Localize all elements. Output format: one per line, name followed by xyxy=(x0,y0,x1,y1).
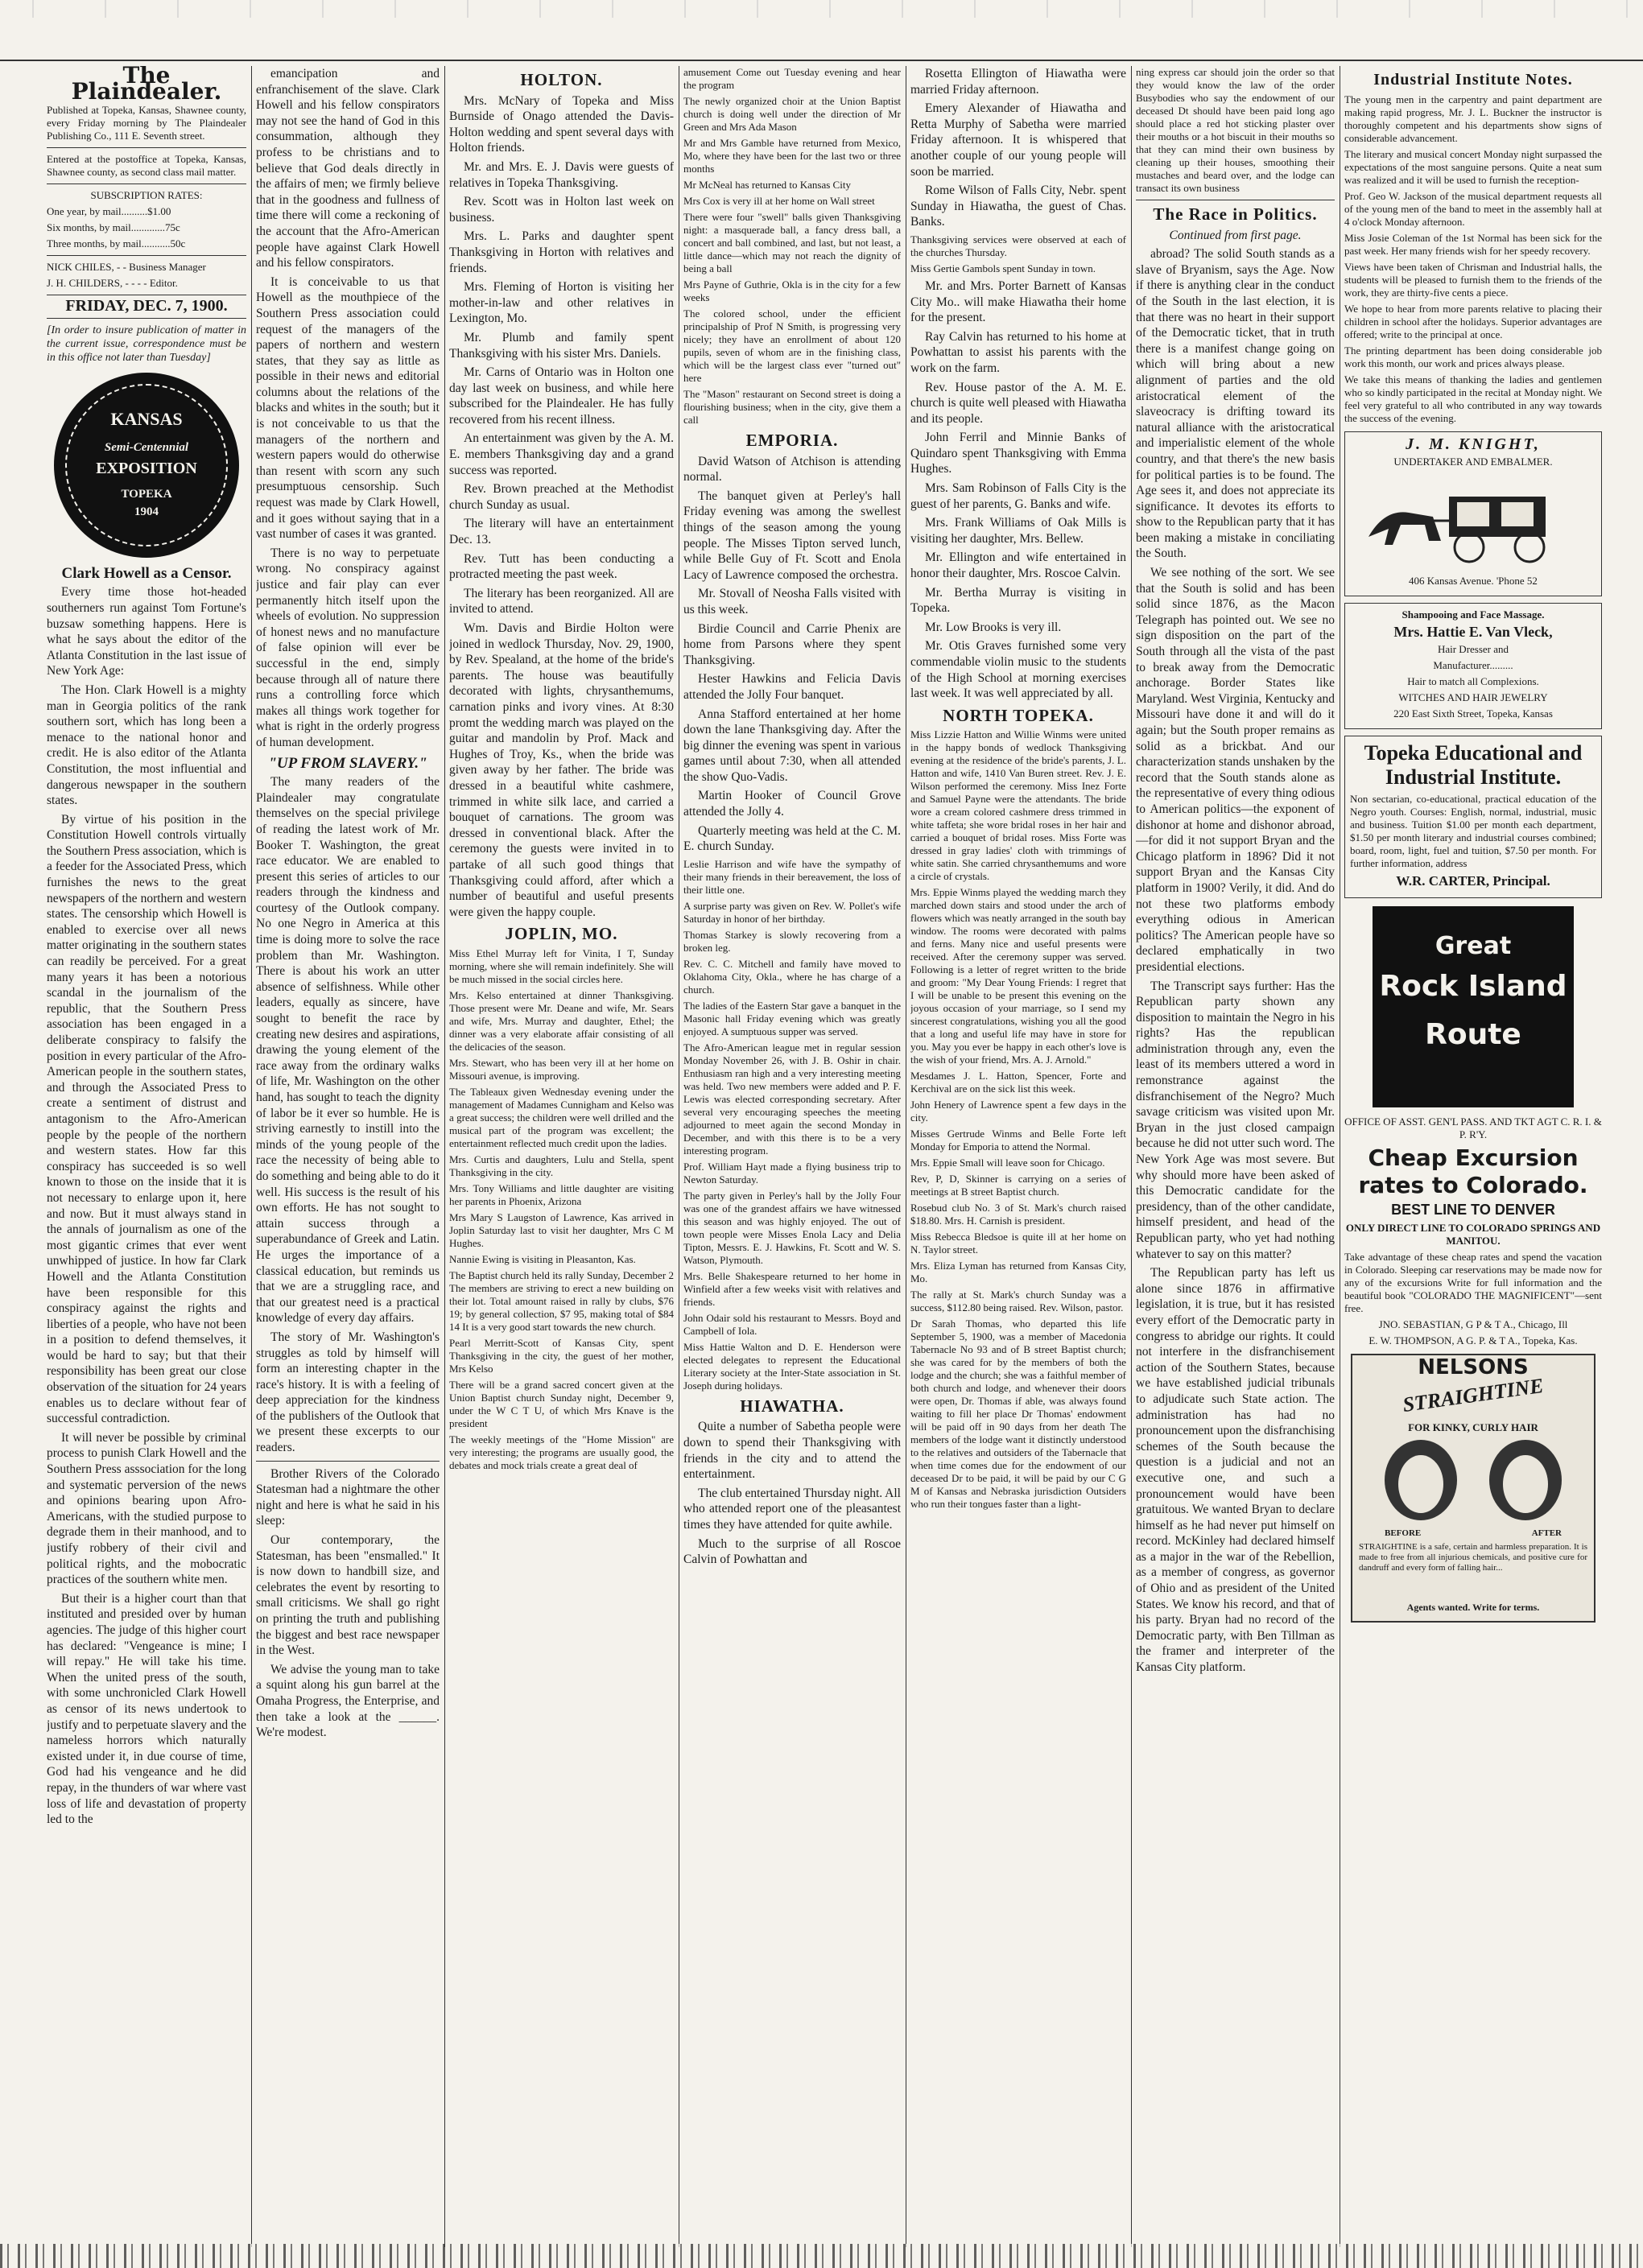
column-1 xyxy=(47,66,246,2239)
news-item: Mrs. Frank Williams of Oak Mills is visiting her daughter, Mrs. Bellew. xyxy=(910,516,1126,546)
article-paragraph: By virtue of his position in the Constitution Howell controls virtually the Southern Press association, which is a feeder for the Associated Press, which furnishes the news to the great newspapers of the northern and western states. The censorship which Howell is enabled to exercise over all news matter originating in the southern states can readily be perceived. For a great many years it has been a notorious scandal in the journalism of the republic, that the Southern Press association has been engaged in a deliberate conspiracy to falsify the position in every particular of the Afro-American people in the southern states, and through the Associated Press to create a sentiment of distrust and antagonism to the Afro-American people by the people of the northern and western states. How far this conspiracy has succeeded is so well known to those on the inside that it is not necessary to enlarge upon it, here and now. But it must always stand in the annals of journalism as one of the most gigantic crimes that ever went unwhipped of justice. In how far Clark Howell and the Atlanta Constitution have been responsible for this conspiracy against the rights and liberties of a people, who have not been in a position to defend themselves, it would be hard to say; but that their responsibility has been great our close observation of the situation for 24 years enables us to declare without fear of successful contradiction. xyxy=(47,812,246,1426)
ad-line: Manufacturer......... xyxy=(1433,659,1513,672)
news-item: David Watson of Atchison is attending normal. xyxy=(683,454,901,485)
news-item: We hope to hear from more parents relative to placing their children in school after the holidays. Superior advantages are offered; write to the principal at once. xyxy=(1344,302,1602,340)
news-item: The literary will have an entertainment Dec. 13. xyxy=(449,517,674,547)
column-5 xyxy=(910,66,1126,2239)
news-item: Thomas Starkey is slowly recovering from a broken leg. xyxy=(683,928,901,954)
logo-text: Route xyxy=(1425,1017,1521,1051)
ad-label: BEFORE xyxy=(1385,1528,1422,1538)
institute-ad xyxy=(1344,736,1602,898)
news-item: Mrs. Belle Shakespeare returned to her home in Winfield after a few weeks visit with relatives and friends. xyxy=(683,1269,901,1308)
news-item: Mrs. Eppie Winms played the wedding march they marched down stairs and stood under the arch of flowers which was neatly arranged in the south bay window. The rooms were decorated with palms and ferns. Many nice and useful presents were received. After the ceremony supper was served. Following is a letter of regret written to the bride and groom: "My Dear Young Friends: I regret that I will be unable to be present this evening on the joyous occasion of your marriage, so I send my sincerest congratulations, wishing you all the good that a long and useful life may have in store for you. May you ever be happy in each other's love is the wish of your friend, Mrs. A. J. Arnold." xyxy=(910,886,1126,1066)
ad-line: WITCHES AND HAIR JEWELRY xyxy=(1398,691,1548,704)
ad-name: J. M. KNIGHT, xyxy=(1406,435,1541,453)
news-item: The ladies of the Eastern Star gave a banquet in the Masonic hall Friday evening which was greatly enjoyed. A sumptuous supper was served. xyxy=(683,999,901,1037)
article-paragraph: We see nothing of the sort. We see that the South is solid and has been solid since 1876, as the Macon Telegraph has pointed out. We see no sign disposition on the part of the South through all the vista of the past to break away from the Democratic anchorage. Border States like Maryland. West Virginia, Kentucky and Missouri have done it and will do it again; but the South proper remains as solid as a brickbat. And our characterization stands unshaken by the record that the South stands alone as the representative of every thing odious to American politics—the exponent of dishonor at home and dishonor abroad,—for did it not support Bryan and the Chicago platform in 1896? Did it not support Bryan and the Kansas City platform in 1900? Verily, it did. And do not these two platforms embody everything odious in American politics? The American people have so declared emphatically in two presidential elections. xyxy=(1136,566,1335,974)
nelsons-straightine-ad xyxy=(1351,1354,1596,1623)
news-item: John Henery of Lawrence spent a few days in the city. xyxy=(910,1099,1126,1124)
article-paragraph: Every time those hot-headed southerners run against Tom Fortune's buzsaw something happens. Here is what he says about the editor of the Atlanta Constitution in the last issue of New York Age: xyxy=(47,585,246,678)
news-item: Mrs. Eppie Small will leave soon for Chicago. xyxy=(910,1157,1105,1169)
scan-noise-bottom xyxy=(0,2244,1643,2268)
article-paragraph: abroad? The solid South stands as a slave of Bryanism, says the Age. Now if there is anything clear in the conduct of the South in the last election, it is that there was no heart in their support of the Democratic ticket, that in truth there is a manifest change going on which will bring about a new alignment of parties and the old aristocratical element of the slaveocracy is drifting toward its natural alliance with the aristocratical and imperialistic element of the whole country, and that there's the new basis for political parties is to be found. The Age sees it, and does not appreciate its significance. It devotes its efforts to show to the Republican party that it has been making a mistake in conciliating the South. xyxy=(1136,247,1335,561)
ad-headline: Cheap Excursion rates to Colorado. xyxy=(1358,1144,1588,1198)
column-rule xyxy=(251,66,252,2247)
logo-text: 1904 xyxy=(134,505,159,518)
news-item: The weekly meetings of the "Home Mission" are very interesting; the programs are usually good, the debates and mock trials create a great deal of xyxy=(449,1433,674,1471)
news-item: Mesdames J. L. Hatton, Spencer, Forte and Kerchival are on the sick list this week. xyxy=(910,1070,1126,1095)
news-item: John Odair sold his restaurant to Messrs. Boyd and Campbell of Iola. xyxy=(683,1311,901,1337)
news-item: We take this means of thanking the ladies and gentlemen who so kindly participated in the recital at Monday night. We feel very grateful to all who contributed in any way towards the success of the evening. xyxy=(1344,373,1602,424)
article-paragraph: Our contemporary, the Statesman, has been "ensmalled." It is now down to handbill size, and celebrates the event by resorting to small criticisms. We shall go right on printing the truth and publishing the biggest and best race newspaper in the West. xyxy=(256,1533,440,1658)
news-item: Mrs. Tony Williams and little daughter are visiting her parents in Phoenix, Arizona xyxy=(449,1181,674,1207)
business-manager: NICK CHILES, - - Business Manager xyxy=(47,261,206,274)
news-item: Views have been taken of Chrisman and Industrial halls, the students will be pleased to furnish them to the friends of the work, they are thirty-five cents a piece. xyxy=(1344,260,1602,299)
news-item: Miss Rebecca Bledsoe is quite ill at her home on N. Taylor street. xyxy=(910,1231,1126,1256)
news-item: Mr. Carns of Ontario was in Holton one day last week on business, and while here subscribed for the Plaindealer. He has fully recovered from his recent illness. xyxy=(449,365,674,427)
logo-text: EXPOSITION xyxy=(96,459,197,477)
news-item: Mr McNeal has returned to Kansas City xyxy=(683,179,851,191)
article-paragraph: But their is a higher court than that instituted and presided over by human agencies. The judge of this higher court has declared: "Vengeance is mine; I will repay." He will take his time. When the united press of the south, with some unchronicled Clark Howell as censor of its news undertook to justify and to perpetuate slavery and the nameless horrors which naturally existed under it, in due course of time, God had his vengeance and he did repay, in the thunders of war where vast loss of life and devastation of property led to the xyxy=(47,1591,246,1827)
news-item: The Tableaux given Wednesday evening under the management of Madames Cunnigham and Kelso was a great success; the children were well drilled and the musical part of the program was excellent; the entertainment reflected much credit upon the ladies. xyxy=(449,1085,674,1149)
ad-name: Mrs. Hattie E. Van Vleck, xyxy=(1393,623,1553,640)
ad-line: Hair to match all Complexions. xyxy=(1407,675,1539,688)
ad-brand: STRAIGHTINE xyxy=(1401,1373,1546,1416)
article-headline: The Race in Politics. xyxy=(1153,204,1318,224)
masthead-pub-info: Published at Topeka, Kansas, Shawnee county, every Friday morning by The Plaindealer Publishing Co., 111 E. Seventh street. xyxy=(47,104,246,142)
news-item: Miss Lizzie Hatton and Willie Winms were united in the happy bonds of wedlock Thanksgiving evening at the residence of the bride's parents, J. L. Hatton and wife, 1410 Van Buren street. Rev. J. E. Wilson performed the ceremony. Miss Inez Forte and Samuel Payne were the attendants. The bride wore a cream colored cashmere dress trimmed in white taffeta; she wore bridal roses in her hair and carried a bouquet of bridal roses. Miss Forte was dressed in gray ladies' cloth with trimmings of white satin. She carried chrysanthemums and wore a circle of crystals. xyxy=(910,728,1126,883)
news-item: Miss Hattie Walton and D. E. Henderson were elected delegates to represent the Educational Literary society at the Inter-State association in St. Joseph during holidays. xyxy=(683,1340,901,1392)
news-item: The club entertained Thursday night. All who attended report one of the pleasantest times they have attended for quite awhile. xyxy=(683,1486,901,1532)
news-item: Miss Gertie Gambols spent Sunday in town. xyxy=(910,262,1096,274)
news-item: Rev. Tutt has been conducting a protracted meeting the past week. xyxy=(449,551,674,582)
ad-body: Take advantage of these cheap rates and spend the vacation in Colorado. Sleeping car reservations may be made now for any of the excursions Write for full information and the beautiful book "COLORADO THE MAGNIFICENT"—sent free. xyxy=(1344,1250,1602,1314)
news-item: An entertainment was given by the A. M. E. members Thanksgiving day and a grand success was reported. xyxy=(449,431,674,477)
article-paragraph: emancipation and enfranchisement of the slave. Clark Howell and his fellow conspirators may not see the hand of God in this consummation, although they profess to be christians and to believe that God deals directly in the affairs of men; we firmly believe that in the goodness and fullness of time there will come a reckoning of the account that the Afro-American people have against Clark Howell and his fellow conspirators. xyxy=(256,67,440,270)
news-item: Hester Hawkins and Felicia Davis attended the Jolly Four banquet. xyxy=(683,672,901,702)
news-item: Emery Alexander of Hiawatha and Retta Murphy of Sabetha were married Friday afternoon. It is whispered that another couple of our young people will soon be married. xyxy=(910,101,1126,179)
column-3 xyxy=(449,66,674,2239)
ad-sub: FOR KINKY, CURLY HAIR xyxy=(1408,1421,1538,1433)
news-item: Rosebud club No. 3 of St. Mark's church raised $18.80. Mrs. H. Carnish is president. xyxy=(910,1202,1126,1227)
issue-date: FRIDAY, DEC. 7, 1900. xyxy=(47,295,246,319)
news-item: Leslie Harrison and wife have the sympathy of their many friends in their bereavement, the loss of their little one. xyxy=(683,857,901,896)
news-item: Mrs Cox is very ill at her home on Wall street xyxy=(683,195,875,207)
column-2 xyxy=(256,66,440,2239)
ad-office: OFFICE OF ASST. GEN'L PASS. AND TKT AGT C. R. I. & P. R'Y. xyxy=(1344,1115,1602,1140)
ad-body: Non sectarian, co-educational, practical education of the Negro youth. Courses: English, normal, industrial, music and business. Tuition $1.00 per month each department, $1.50 per month literary and industrial courses combined; board, room, light, fuel and tuition, $7.50 per month. For further information, address xyxy=(1350,793,1596,870)
news-item: Thanksgiving services were observed at each of the churches Thursday. xyxy=(910,233,1126,258)
scan-noise-top xyxy=(0,0,1643,18)
news-item: Dr Sarah Thomas, who departed this life September 5, 1900, was a member of Macedonia Tabernacle No 93 and of B street Baptist church; she was cared for by the members of both the lodge and the church; she was a faithful member of both church and lodge, and whenever their doors were open, Dr. Thomas if able, was always found waiting to fill her place Dr Thomas' endowment will be paid off in 90 days from her death The members of the lodge want it distinctly understood to the relatives and outsiders of the Tabernacle that when time comes due for the endowment of our deceased Dr to be paid, it will be paid by our C G M of Kansas and Nebraska jurisdiction Outsiders who run their tongues faster than a light- xyxy=(910,1318,1126,1511)
news-item: Rosetta Ellington of Hiawatha were married Friday afternoon. xyxy=(910,67,1126,97)
news-item: ning express car should join the order so that they would know the law of the order Busybodies who say the endowment of our deceased Dt should have been paid long ago should place a red hot sticking plaster over their mouths or a hot biscuit in their mouths so that they can mind their own business by cleaning up their houses, smoothing their mustaches and beard over, and the lodge can transact its own business xyxy=(1136,66,1335,194)
article-headline: Clark Howell as a Censor. xyxy=(61,564,232,582)
ad-name: NELSONS xyxy=(1418,1355,1529,1379)
ad-signature: JNO. SEBASTIAN, G P & T A., Chicago, Ill xyxy=(1378,1318,1568,1330)
section-headline: EMPORIA. xyxy=(745,431,839,450)
news-item: The newly organized choir at the Union Baptist church is doing well under the direction of Mr Green and Mrs Ada Mason xyxy=(683,95,901,133)
news-item: Mr. and Mrs. Porter Barnett of Kansas City Mo.. will make Hiawatha their home for the present. xyxy=(910,278,1126,325)
column-4 xyxy=(683,66,901,2239)
news-item: Mr. Bertha Murray is visiting in Topeka. xyxy=(910,585,1126,616)
masthead-entered: Entered at the postoffice at Topeka, Kansas, Shawnee county, as second class mail matter. xyxy=(47,153,246,179)
article-paragraph: It will never be possible by criminal process to punish Clark Howell and the Southern Press asssociation for the long and systematic perversion of the news and opinions bearing upon Afro-Americans, with the studied purpose to degrade them in their manhood, and to justify robbery of their civil and political rights, and the mobocratic practices of the southern white men. xyxy=(47,1430,246,1587)
exposition-logo xyxy=(54,373,239,558)
news-item: Mrs. McNary of Topeka and Miss Burnside of Onago attended the Davis-Holton wedding and spent several days with Holton friends. xyxy=(449,93,674,155)
logo-text: KANSAS xyxy=(110,408,183,429)
logo-text: Semi-Centennial xyxy=(104,440,189,454)
ad-body: STRAIGHTINE is a safe, certain and harmless preparation. It is made to free from all injurious chemicals, and positive cure for dandruff and every form of falling hair... xyxy=(1359,1541,1587,1573)
news-item: Mr. and Mrs. E. J. Davis were guests of relatives in Topeka Thanksgiving. xyxy=(449,159,674,190)
section-headline: HOLTON. xyxy=(520,70,603,89)
news-item: Anna Stafford entertained at her home down the lane Thanksgiving day. After the big dinner the evening was spent in various games until about 7:30, when all attended the show Quo-Vadis. xyxy=(683,707,901,784)
news-item: The party given in Perley's hall by the Jolly Four was one of the grandest affairs we have witnessed this season and was highly enjoyed. The out of town people were Misses Enola Lacy and Delia Tipton, Messrs. E. J. Hawkins, Ft. Scott and W. S. Watson, Plymouth. xyxy=(683,1189,901,1266)
column-rule xyxy=(444,66,445,2247)
news-item: Mr. Plumb and family spent Thanksgiving with his sister Mrs. Daniels. xyxy=(449,330,674,361)
subscription-rate: Three months, by mail...........50c xyxy=(47,237,186,250)
news-item: A surprise party was given on Rev. W. Pollet's wife Saturday in honor of her birthday. xyxy=(683,899,901,925)
news-item: Miss Ethel Murray left for Vinita, I T, Sunday morning, where she will remain indefinitely. She will be much missed in the social circles here. xyxy=(449,946,674,985)
masthead-title: The Plaindealer. xyxy=(71,66,222,105)
hairdresser-ad xyxy=(1344,603,1602,730)
news-item: Prof. William Hayt made a flying business trip to Newton Saturday. xyxy=(683,1160,901,1186)
continued-note: Continued from first page. xyxy=(1169,228,1302,242)
news-item: The banquet given at Perley's hall Friday evening was among the swellest things of the season among the young people. The Misses Tipton served lunch, while Belle Guy of Ft. Scott and Enola Lacy of Lawrence composed the orchestra. xyxy=(683,489,901,582)
news-item: Miss Josie Coleman of the 1st Normal has been sick for the past week. Her many friends wish for her speedy recovery. xyxy=(1344,231,1602,257)
section-headline: JOPLIN, MO. xyxy=(505,924,618,944)
article-paragraph: The Republican party has left us alone since 1876 in affirmative legislation, it is true, but it has resisted every effort of the Democratic party in congress to abridge our rights. It could not interfere in the disfranchisement action of the Southern States, because we have established judicial tribunals to adjudicate such State action. The administration has had no pronouncement upon the disfranchising schemes of the South because the question is a judicial and not an executive one, and such a pronouncement would have been gratuitous. We wanted Bryan to declare himself as he had never put himself on record. McKinley had declared himself as a major in the war of the Rebellion, as a member of congress, as governor of Ohio and as president of the United States. We know his record, and that of his party. Bryan had no record of the Democratic party, with Ben Tillman as the framer and interpreter of the Kansas City platform. xyxy=(1136,1266,1335,1675)
article-paragraph: The Transcript says further: Has the Republican party shown any disposition to maintain the Negro in his rights? Has the republican administration through any, even the least of its members uttered a word in remonstrance against the disfranchisement of the Negro? Much savage criticism was visited upon Mr. Bryan in the just closed campaign because he did not utter such word. The New York Age was most severe. But why should more have been asked of this Democratic candidate for the presidency, than of the other candidate, himself president, and head of the Republican party, who yet had nothing whatever to say on this matter? xyxy=(1136,979,1335,1261)
news-item: The printing department has been doing considerable job work this month, our work and prices always please. xyxy=(1344,344,1602,369)
news-item: Mrs Mary S Laugston of Lawrence, Kas arrived in Joplin Saturday last to visit her daughter, Mrs C M Hughes. xyxy=(449,1210,674,1249)
news-item: Mrs Payne of Guthrie, Okla is in the city for a few weeks xyxy=(683,278,901,303)
news-item: Ray Calvin has returned to his home at Powhattan to assist his parents with the work on the farm. xyxy=(910,329,1126,375)
logo-text: Great xyxy=(1435,931,1512,960)
news-item: Quite a number of Sabetha people were down to spend their Thanksgiving with friends in the city and to attend the entertainment. xyxy=(683,1420,901,1482)
news-item: Mrs. L. Parks and daughter spent Thanksgiving in Horton with relatives and friends. xyxy=(449,229,674,275)
subscription-rate: One year, by mail..........$1.00 xyxy=(47,205,171,218)
ad-line: Hair Dresser and xyxy=(1437,643,1509,656)
news-item: Rev. C. C. Mitchell and family have moved to Oklahoma City, Okla., where he has charge of a church. xyxy=(683,957,901,996)
article-paragraph: We advise the young man to take a squint along his gun barrel at the Omaha Progress, the Enterprise, and then take a look at the ______. We're modest. xyxy=(256,1662,440,1740)
news-item: Rev. House pastor of the A. M. E. church is quite well pleased with Hiawatha and its people. xyxy=(910,380,1126,426)
news-item: The Afro-American league met in regular session Monday November 26, with J. B. Oshir in chair. Enthusiasm ran high and a very interesting meeting was held. Two new members were added and P. F. Lewis was elected corresponding secretary. After several very encouraging speeches the meeting adjourned to meet again the second Monday in December, and with this there is to be a very interesting program. xyxy=(683,1041,901,1157)
news-item: Mr. Low Brooks is very ill. xyxy=(925,620,1062,634)
ad-address: 406 Kansas Avenue. 'Phone 52 xyxy=(1409,574,1538,587)
ad-title: Shampooing and Face Massage. xyxy=(1402,608,1545,621)
ad-label: AFTER xyxy=(1531,1528,1562,1538)
news-item: Quarterly meeting was held at the C. M. E. church Sunday. xyxy=(683,823,901,854)
hearse-illustration xyxy=(1350,476,1596,565)
article-headline: "UP FROM SLAVERY." xyxy=(268,754,427,772)
news-item: Much to the surprise of all Roscoe Calvin of Powhattan and xyxy=(683,1536,901,1567)
ad-signature: E. W. THOMPSON, A G. P. & T A., Topeka, Kas. xyxy=(1368,1334,1578,1346)
news-item: Pearl Merritt-Scott of Kansas City, spent Thanksgiving in the city, the guest of her mother, Mrs Kelso xyxy=(449,1336,674,1375)
rock-island-logo xyxy=(1373,906,1574,1107)
logo-text: Rock Island xyxy=(1379,969,1567,1003)
before-after-portraits xyxy=(1368,1436,1578,1524)
news-item: Mrs. Kelso entertained at dinner Thanksgiving. Those present were Mr. Deane and wife, Mr. Sears and wife, Mrs. Murray and daughter, Ethel; the dinner was a very elaborate affair consisting of all the delicacies of the season. xyxy=(449,988,674,1053)
ad-signature: W.R. CARTER, Principal. xyxy=(1396,873,1550,889)
section-headline: NORTH TOPEKA. xyxy=(943,705,1094,725)
article-paragraph: The many readers of the Plaindealer may congratulate themselves on the special privilege of reading the latest work of Mr. Booker T. Washington, the great race educator. We are enabled to present this series of articles to our readers through the kindness and courtesy of the Outlook company. No one Negro in America at this time is doing more to solve the race problem than Mr. Washington. There is about his work an utter absence of selfishness. While other leaders, equally as sincere, have sought to benefit the race by creating new desires and aspirations, drawing the young element of the race away from the ordinary walks of life, Mr. Washington on the other hand, has sought to teach the dignity of labor be it ever so humble. He is striving earnestly to instill into the minds of the young people of the race the necessity of being able to do something and being able to do it well. His success is the result of his own efforts. He has not sought to attain success through a superabundance of Greek and Latin. He urges the importance of a classical education, but reminds us that we are a struggling race, and that our greatest need is a practical knowledge of every day affairs. xyxy=(256,775,440,1326)
news-item: Mrs. Stewart, who has been very ill at her home on Missouri avenue, is improving. xyxy=(449,1056,674,1082)
news-item: The literary has been reorganized. All are invited to attend. xyxy=(449,586,674,616)
ad-footer: Agents wanted. Write for terms. xyxy=(1406,1601,1540,1613)
news-item: Birdie Council and Carrie Phenix are home from Parsons where they spent Thanksgiving. xyxy=(683,621,901,667)
article-paragraph: There is no way to perpetuate wrong. No conspiracy against justice and fair play can ever permanently hitch itself upon the wheels of evolution. No suppression of honest news and no manufacture of false opinion will ever be successful in the end, simply because through all of nature there runs a controlling force which makes all things work together for what is right in the orderly progress of human development. xyxy=(256,546,440,749)
news-item: The Baptist church held its rally Sunday, December 2 The members are striving to erect a new building on their lot. Total amount raised in rally by clubs, $76 19; by general collection, $7 95, making total of $84 14 It is a very good start towards the new church. xyxy=(449,1268,674,1333)
editor: J. H. CHILDERS, - - - - Editor. xyxy=(47,277,178,290)
undertaker-ad xyxy=(1344,431,1602,596)
news-item: Mrs. Eliza Lyman has returned from Kansas City, Mo. xyxy=(910,1260,1126,1285)
column-7 xyxy=(1344,66,1602,2239)
news-item: The literary and musical concert Monday night surpassed the expectations of the most sanguine persons. Quite a neat sum was realized and it will be used to furnish the reception- xyxy=(1344,147,1602,186)
column-rule xyxy=(1131,66,1132,2247)
article-paragraph: The story of Mr. Washington's struggles as told by himself will form an interesting chapter in the race's history. It is with a feeling of deep appreciation for the kindness of the publishers of the Outlook that we present these excerpts to our readers. xyxy=(256,1330,440,1455)
news-item: Mrs. Sam Robinson of Falls City is the guest of her parents, G. Banks and wife. xyxy=(910,481,1126,511)
page-top-rule xyxy=(0,60,1643,61)
ad-subtitle: UNDERTAKER AND EMBALMER. xyxy=(1393,456,1553,468)
news-item: Rev. Brown preached at the Methodist church Sunday as usual. xyxy=(449,482,674,512)
news-item: Rev, P, D, Skinner is carrying on a series of meetings at B street Baptist church. xyxy=(910,1173,1126,1198)
news-item: Wm. Davis and Birdie Holton were joined in wedlock Thursday, Nov. 29, 1900, by Rev. Spealand, at the home of the bride's parents. The house was beautifully decorated with lights, chrysanthemums, carnation pinks and ivory vines. At 8:30 promt the wedding march was played on the guitar and mandolin by Prof. Mack and Hughes of Troy, Ks., when the bride was given away by her father. The bride was dressed in a beautiful white cashmere, trimmed in white silk lace, and carried a bouquet of carnations. The groom was dressed in conventional black. After the ceremony the guests were invited in to partake of all such good things that Thanksgiving could afford, after which a number of beautiful and useful presents were given the happy couple. xyxy=(449,621,674,919)
article-paragraph: Brother Rivers of the Colorado Statesman had a nightmare the other night and here is what he said in his sleep: xyxy=(256,1466,440,1528)
news-item: Mr and Mrs Gamble have returned from Mexico, Mo, where they have been for the last two or three months xyxy=(683,137,901,175)
column-6 xyxy=(1136,66,1335,2239)
news-item: amusement Come out Tuesday evening and hear the program xyxy=(683,66,901,91)
news-item: There will be a grand sacred concert given at the Union Baptist church Sunday night, December 9, under the W C T U, of which Mrs Knave is the president xyxy=(449,1378,674,1429)
news-item: Prof. Geo W. Jackson of the musical department requests all of the young men of the band to meet in the assembly hall at 4 o'clock Monday afternoon. xyxy=(1344,189,1602,228)
news-item: Mr. Stovall of Neosha Falls visited with us this week. xyxy=(683,587,901,616)
section-headline: Industrial Institute Notes. xyxy=(1373,71,1573,89)
news-item: John Ferril and Minnie Banks of Quindaro spent Thanksgiving with Emma Hughes. xyxy=(910,431,1126,476)
ad-line: ONLY DIRECT LINE TO COLORADO SPRINGS AND MANITOU. xyxy=(1345,1221,1601,1247)
news-item: There were four "swell" balls given Thanksgiving night: a masquerade ball, a fancy dress ball, a concert and ball combined, and last, but not least, a little dance—which may not reach the dignity of being a ball xyxy=(683,211,901,274)
news-item: Mrs. Fleming of Horton is visiting her mother-in-law and other relatives in Lexington, Mo. xyxy=(449,280,674,326)
news-item: Mrs. Curtis and daughters, Lulu and Stella, spent Thanksgiving in the city. xyxy=(449,1153,674,1178)
ad-title: Topeka Educational and Industrial Institute. xyxy=(1364,741,1583,790)
logo-text: TOPEKA xyxy=(121,487,172,501)
article-paragraph: The Hon. Clark Howell is a mighty man in Georgia politics of the rank southern sort, which has long been a menace to the national honor and credit. He is also editor of the Atlanta Constitution, the most influential and dangerous newspaper in the southern states. xyxy=(47,682,246,808)
subscription-title: SUBSCRIPTION RATES: xyxy=(90,189,203,202)
news-item: Misses Gertrude Winms and Belle Forte left Monday for Emporia to attend the Normal. xyxy=(910,1128,1126,1153)
news-item: The "Mason" restaurant on Second street is doing a flourishing business; when in the city, give them a call xyxy=(683,388,901,426)
article-paragraph: It is conceivable to us that Howell as the mouthpiece of the Southern Press association could request of the managers of the papers of northern and western states, that they say as little as possible in their news and editorial columns about the relations of the blacks and whites in the south; but it is not conceivable to us that the managers of the northern and western papers would do otherwise than resent with scorn any such presumptuous censorship. Such request was made by Clark Howell, and it goes without saying that in a vast number of cases it was granted. xyxy=(256,274,440,542)
news-item: Martin Hooker of Council Grove attended the Jolly 4. xyxy=(683,789,901,819)
news-item: Nannie Ewing is visiting in Pleasanton, Kas. xyxy=(449,1252,636,1265)
news-item: Mr. Ellington and wife entertained in honor their daughter, Mrs. Roscoe Calvin. xyxy=(910,551,1126,581)
news-item: The young men in the carpentry and paint department are making rapid progress, Mr. J. L. Buckner the instructor is thoroughly competent and his departments show signs of considerable advancement. xyxy=(1344,93,1602,144)
news-item: The rally at St. Mark's church Sunday was a success, $112.80 being raised. Rev. Wilson, pastor. xyxy=(910,1289,1126,1314)
ad-line: 220 East Sixth Street, Topeka, Kansas xyxy=(1393,707,1553,720)
news-item: The colored school, under the efficient principalship of Prof N Smith, is progressing very nicely; they have an enrollment of about 120 pupils, seven of whom are in the finishing class, which will be the largest class ever "turned out" here xyxy=(683,307,901,384)
publication-notice: [In order to insure publication of matter in the current issue, correspondence must be in this office not later than Tuesday] xyxy=(47,324,246,364)
ad-subheadline: BEST LINE TO DENVER xyxy=(1391,1201,1555,1218)
news-item: Rev. Scott was in Holton last week on business. xyxy=(449,195,674,225)
news-item: Rome Wilson of Falls City, Nebr. spent Sunday in Hiawatha, the guest of Chas. Banks. xyxy=(910,184,1126,229)
section-headline: HIAWATHA. xyxy=(740,1396,844,1416)
subscription-rate: Six months, by mail.............75c xyxy=(47,221,180,234)
news-item: Mr. Otis Graves furnished some very commendable violin music to the students of the High School at morning exercises last week. It was well appreciated by all. xyxy=(910,639,1126,701)
